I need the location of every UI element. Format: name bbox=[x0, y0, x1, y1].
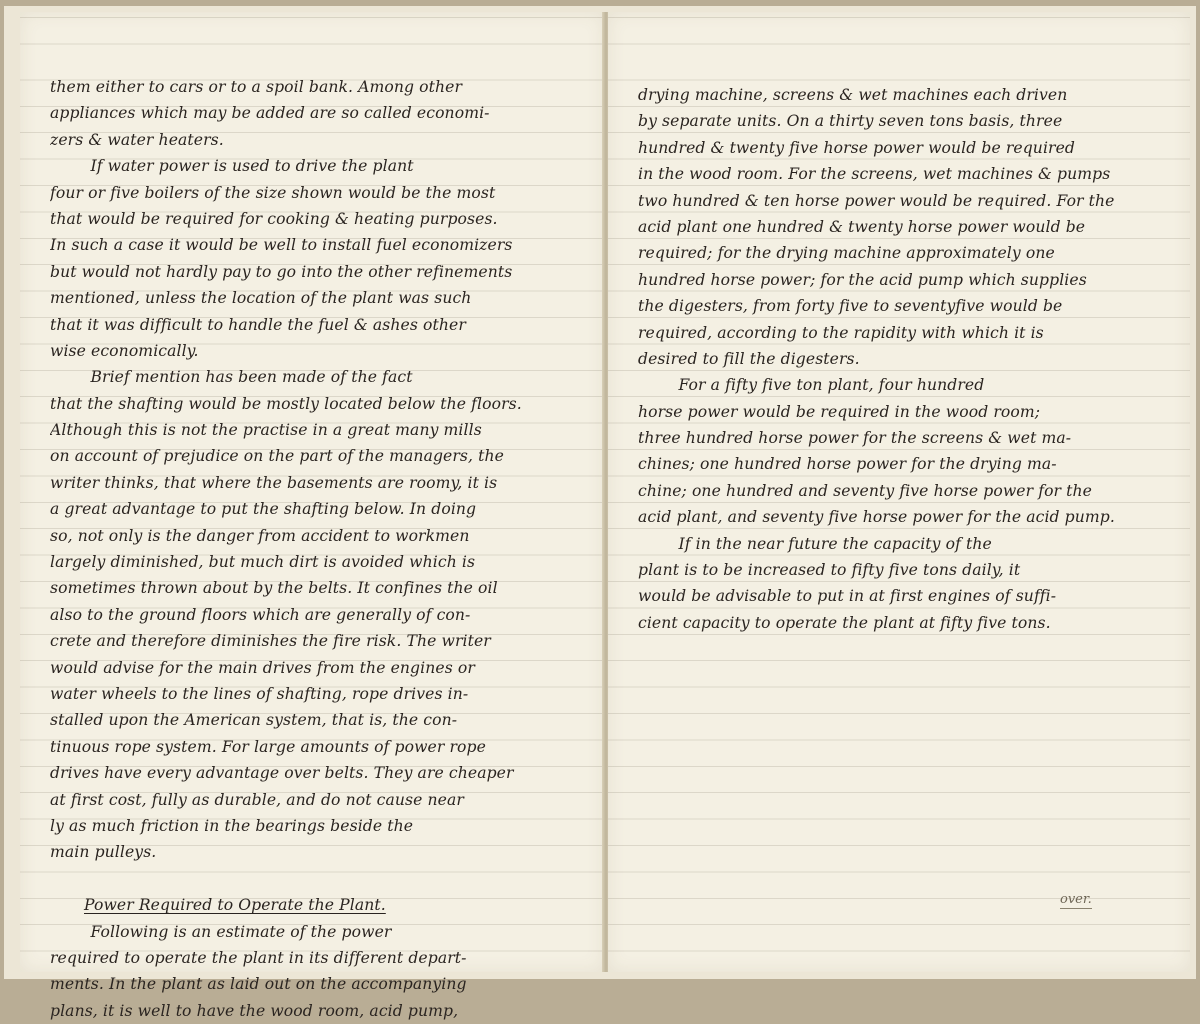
text-line: would advise for the main drives from the engines or bbox=[50, 658, 475, 677]
right-page bbox=[608, 12, 1190, 972]
blank-line bbox=[50, 866, 600, 892]
text-line: two hundred & ten horse power would be required. For the bbox=[638, 191, 1115, 210]
text-line: that the shafting would be mostly located below the floors. bbox=[50, 394, 522, 413]
show-through-line bbox=[636, 592, 1176, 618]
text-line: stalled upon the American system, that is, the con- bbox=[50, 711, 458, 730]
text-line: required, according to the rapidity with which it is bbox=[638, 323, 1044, 342]
text-line: on account of prejudice on the part of the managers, the bbox=[50, 447, 504, 466]
text-line: them either to cars or to a spoil bank. Among other bbox=[50, 78, 463, 96]
text-line: writer thinks, that where the basements are roomy, it is bbox=[50, 473, 498, 492]
manuscript-spread bbox=[4, 6, 1196, 1020]
text-line: mentioned, unless the location of the plant was such bbox=[50, 289, 472, 308]
text-line: horse power would be required in the wood room; bbox=[638, 402, 1041, 421]
text-line: chine; one hundred and seventy five horse power for the bbox=[638, 481, 1093, 500]
text-line: tinuous rope system. For large amounts of power rope bbox=[50, 737, 486, 756]
text-line: required; for the drying machine approximately one bbox=[638, 244, 1055, 263]
text-line: a great advantage to put the shafting below. In doing bbox=[50, 500, 477, 519]
text-line: For a fifty five ton plant, four hundred bbox=[638, 376, 985, 395]
text-line: in the wood room. For the screens, wet machines & pumps bbox=[638, 165, 1111, 184]
text-line: largely diminished, but much dirt is avoided which is bbox=[50, 553, 476, 572]
text-line: four or five boilers of the size shown would be the most bbox=[50, 183, 496, 202]
text-line: hundred & twenty five horse power would be required bbox=[638, 138, 1076, 157]
text-line: desired to fill the digesters. bbox=[638, 349, 860, 368]
text-line: In such a case it would be well to install fuel economizers bbox=[50, 236, 513, 255]
text-line: If water power is used to drive the plant bbox=[50, 157, 414, 176]
text-line: chines; one hundred horse power for the drying ma- bbox=[638, 455, 1057, 474]
text-line: that would be required for cooking & heating purposes. bbox=[50, 209, 498, 228]
text-line: plans, it is well to have the wood room, acid pump, bbox=[50, 1001, 459, 1020]
text-line: main pulleys. bbox=[50, 843, 157, 862]
text-line: Brief mention has been made of the fact bbox=[50, 368, 413, 387]
text-line: drives have every advantage over belts. They are cheaper bbox=[50, 764, 514, 783]
text-line: water wheels to the lines of shafting, rope drives in- bbox=[50, 684, 469, 703]
text-line: acid plant one hundred & twenty horse power would be bbox=[638, 217, 1086, 236]
text-line: so, not only is the danger from accident to workmen bbox=[50, 526, 470, 545]
text-line: crete and therefore diminishes the fire risk. The writer bbox=[50, 632, 491, 651]
text-line: also to the ground floors which are generally of con- bbox=[50, 605, 471, 624]
text-line: the digesters, from forty five to seventyfive would be bbox=[638, 297, 1063, 316]
text-line: but would not hardly pay to go into the other refinements bbox=[50, 262, 513, 281]
over-note: over. bbox=[1060, 892, 1092, 907]
text-line: drying machine, screens & wet machines each driven bbox=[638, 86, 1068, 104]
text-line: Although this is not the practise in a great many mills bbox=[50, 421, 482, 440]
text-line: appliances which may be added are so called economi- bbox=[50, 104, 490, 123]
right-page-text bbox=[638, 82, 1184, 636]
text-line: cient capacity to operate the plant at fifty five tons. bbox=[638, 613, 1051, 632]
section-heading: Power Required to Operate the Plant. bbox=[84, 896, 386, 915]
show-through-ink bbox=[636, 592, 1176, 618]
text-line: at first cost, fully as durable, and do not cause near bbox=[50, 790, 464, 809]
text-line: Following is an estimate of the power bbox=[50, 922, 392, 941]
text-line: wise economically. bbox=[50, 341, 199, 360]
text-line: that it was difficult to handle the fuel & ashes other bbox=[50, 315, 466, 334]
left-page bbox=[20, 12, 604, 1020]
text-line: sometimes thrown about by the belts. It confines the oil bbox=[50, 579, 498, 598]
text-line: ly as much friction in the bearings beside the bbox=[50, 816, 414, 835]
left-page-text bbox=[50, 74, 600, 1024]
text-line: required to operate the plant in its different depart- bbox=[50, 948, 467, 967]
text-line: If in the near future the capacity of the bbox=[638, 534, 992, 553]
text-line: acid plant, and seventy five horse power for the acid pump. bbox=[638, 508, 1115, 527]
text-line: would be advisable to put in at first engines of suffi- bbox=[638, 587, 1057, 606]
text-line: hundred horse power; for the acid pump which supplies bbox=[638, 270, 1087, 289]
text-line: zers & water heaters. bbox=[50, 130, 224, 149]
text-line: ments. In the plant as laid out on the accompanying bbox=[50, 975, 467, 994]
text-line: three hundred horse power for the screens & wet ma- bbox=[638, 429, 1072, 448]
text-line: by separate units. On a thirty seven tons basis, three bbox=[638, 112, 1063, 131]
text-line: plant is to be increased to fifty five tons daily, it bbox=[638, 561, 1021, 580]
